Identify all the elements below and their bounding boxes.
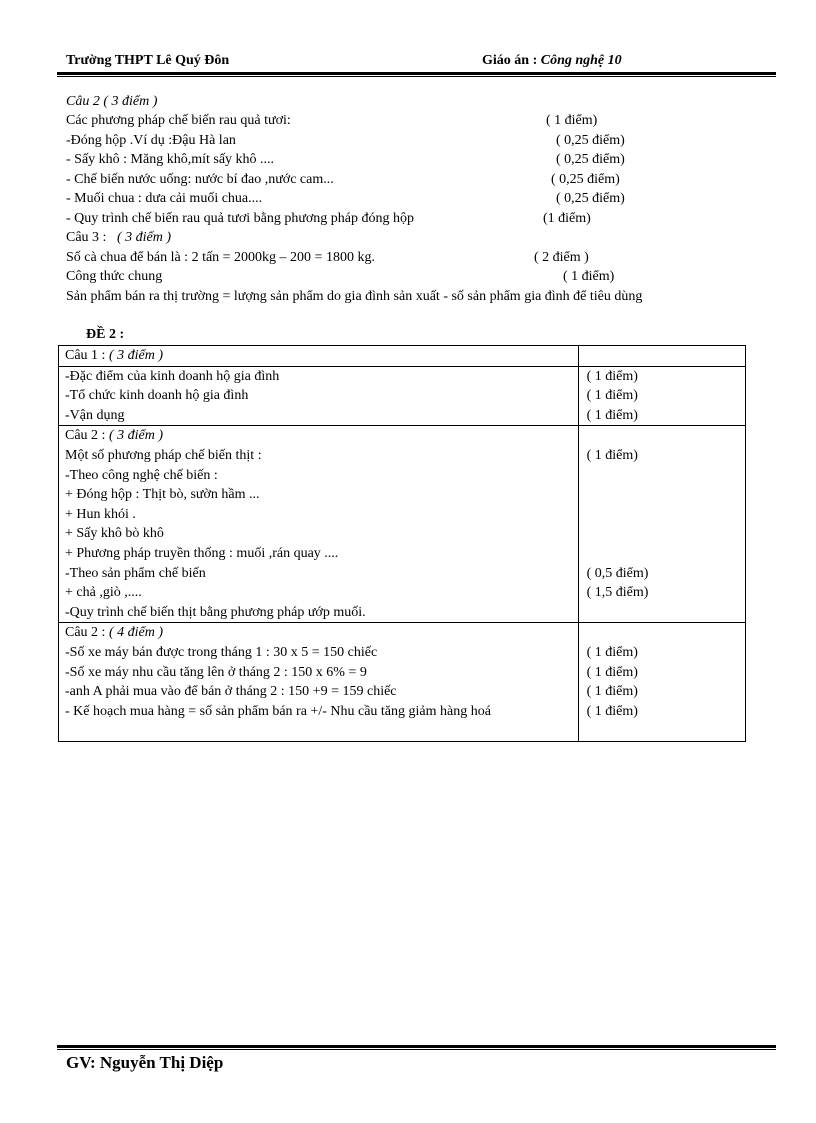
answer-points: ( 0,25 điểm) [551,172,620,187]
points-line: ( 1 điểm) [586,644,638,660]
table-line: + Hun khói . [65,506,136,522]
table-line: + Đóng hộp : Thịt bò, sườn hầm ... [65,487,260,503]
cau3-label: Câu 3 : [66,230,107,245]
answer-line: - Muối chua : dưa cải muối chua.... [66,191,263,206]
table-line: -Theo công nghệ chế biến : [65,467,218,483]
table-line: -Số xe máy bán được trong tháng 1 : 30 x 5 = 150 chiếc [65,644,378,660]
points-line: ( 1 điểm) [586,447,638,463]
question-points: ( 4 điểm ) [108,625,163,641]
table-row [59,346,746,367]
answer-line: Số cà chua để bán là : 2 tấn = 2000kg – 200 = 1800 kg. [66,250,375,265]
points-line: ( 1 điểm) [586,388,638,404]
lesson-subject: Công nghệ 10 [540,53,622,68]
lesson-prefix: Giáo án : [482,53,541,68]
table-line: Một số phương pháp chế biến thịt : [65,447,262,463]
answer-points: (1 điểm) [543,211,591,226]
points-cell [578,366,745,426]
table-line: -Tổ chức kinh doanh hộ gia đình [65,388,249,404]
cau3-points: ( 3 điểm ) [116,230,171,245]
question-cell [59,623,579,742]
answer-line: - Sấy khô : Măng khô,mít sấy khô .... [66,152,275,167]
question-points: ( 3 điểm ) [108,348,163,363]
points-line: ( 1 điểm) [586,664,638,680]
answer-line: Các phương pháp chế biến rau quả tươi: [66,113,291,128]
answer-line: Công thức chung [66,269,163,284]
table-line: + Phương pháp truyền thống : muối ,rán quay .... [65,545,339,561]
question-cell [59,346,579,367]
table-line: -Vận dụng [65,407,125,423]
table-line: -Số xe máy nhu cầu tăng lên ở tháng 2 : 150 x 6% = 9 [65,664,367,680]
table-line: -Quy trình chế biến thịt bằng phương pháp ướp muối. [65,604,366,620]
footer-rule [57,1045,776,1048]
de2-title: ĐỀ 2 : [86,327,125,342]
table-line: -Đặc điểm của kinh doanh hộ gia đình [65,368,280,384]
table-row [59,623,746,742]
cau2-title: Câu 2 ( 3 điểm ) [66,94,158,109]
points-line: ( 0,5 điểm) [586,565,649,581]
table-line: + chả ,giò ,.... [65,585,142,601]
answer-points: ( 1 điểm) [546,113,598,128]
school-name: Trường THPT Lê Quý Đôn [66,53,230,68]
points-line: ( 1 điểm) [586,407,638,423]
points-line: ( 1 điểm) [586,684,638,700]
header-rule-thin [57,76,776,77]
answer-points: ( 0,25 điểm) [556,133,625,148]
answer-points: ( 0,25 điểm) [556,152,625,167]
header-rule [57,72,776,75]
answer-table [58,345,746,742]
teacher-name: GV: Nguyễn Thị Diệp [66,1053,224,1072]
points-line: ( 1,5 điểm) [586,585,649,601]
question-cell [59,366,579,426]
question-cell [59,426,579,623]
lesson-title [482,53,622,69]
question-title: Câu 2 : ( 3 điểm ) [65,428,163,444]
question-title: Câu 1 : ( 3 điểm ) [65,348,163,363]
points-cell [578,346,745,367]
footer-rule-thin [57,1049,776,1050]
points-cell [578,623,745,742]
table-line: + Sấy khô bò khô [65,526,164,542]
table-line: -anh A phải mua vào để bán ở tháng 2 : 150 +9 = 159 chiếc [65,684,397,700]
table-row [59,366,746,426]
table-line: - Kế hoạch mua hàng = số sản phẩm bán ra +/- Nhu cầu tăng giảm hàng hoá [65,703,491,719]
formula-line: Sản phẩm bán ra thị trường = lượng sản phẩm do gia đình sản xuất - số sản phẩm gia đình để tiêu dùng [66,289,643,304]
answer-line: - Chế biến nước uống: nước bí đao ,nước cam... [66,172,334,187]
table-line: -Theo sản phẩm chế biến [65,565,206,581]
points-line: ( 1 điểm) [586,368,638,384]
question-title: Câu 2 : ( 4 điểm ) [65,625,163,641]
answer-line: -Đóng hộp .Ví dụ :Đậu Hà lan [66,133,236,148]
answer-points: ( 2 điểm ) [534,250,589,265]
question-points: ( 3 điểm ) [108,428,163,444]
answer-line: - Quy trình chế biến rau quả tươi bằng phương pháp đóng hộp [66,211,415,226]
answer-points: ( 0,25 điểm) [556,191,625,206]
points-cell [578,426,745,623]
answer-points: ( 1 điểm) [563,269,615,284]
table-row [59,426,746,623]
points-line: ( 1 điểm) [586,703,638,719]
cau3-title [66,230,171,246]
